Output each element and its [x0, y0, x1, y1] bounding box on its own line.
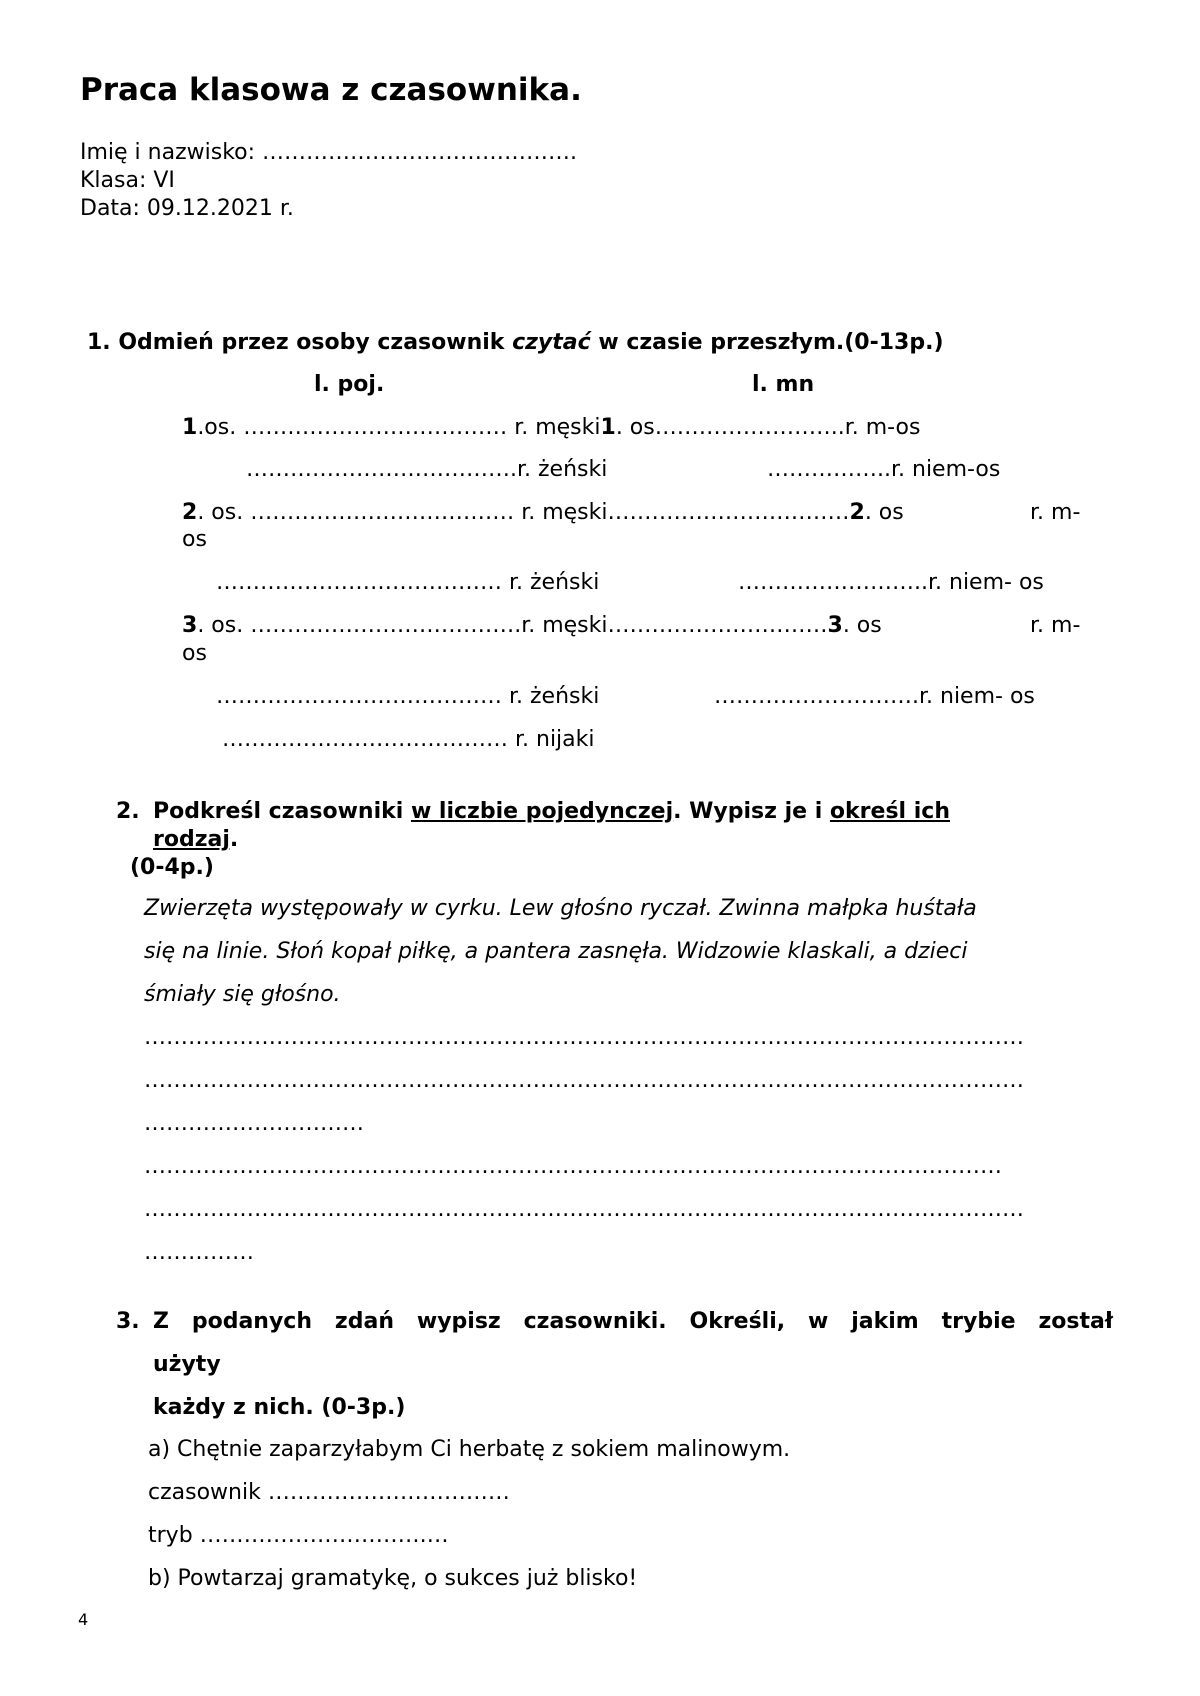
- conj-row-3d: os: [182, 527, 207, 552]
- row-num: 1: [600, 415, 616, 440]
- row-num: 3: [827, 613, 843, 638]
- task3-verb-field[interactable]: czasownik ……………………………: [148, 1480, 510, 1505]
- conj-row-2b[interactable]: ……………..r. niem-os: [767, 457, 1001, 482]
- row-num: 3: [182, 613, 198, 638]
- task1-text-b: w czasie przeszłym.(0-13p.): [590, 330, 944, 355]
- row-text: . os: [864, 500, 904, 525]
- conj-row-2a[interactable]: ……………………………….r. żeński: [246, 457, 608, 482]
- row-text: . os. ……………………………….r. męski…………………………: [197, 613, 828, 638]
- row-text: .os. ……………………………… r. męski: [197, 415, 601, 440]
- task2-paragraph-3: śmiały się głośno.: [144, 982, 341, 1007]
- conj-row-3c: r. m-: [1030, 500, 1081, 525]
- task1-text-a: Odmień przez osoby czasownik: [118, 330, 513, 355]
- task2-text: . Wypisz je i: [673, 799, 830, 824]
- task2-points: (0-4p.): [130, 855, 214, 880]
- conj-row-6b[interactable]: ……………………….r. niem- os: [714, 684, 1035, 709]
- answer-line[interactable]: …………………………………………………………………………………………………………: [144, 1197, 1024, 1222]
- answer-line[interactable]: …………………………: [144, 1111, 364, 1136]
- task2-paragraph-2: się na linie. Słoń kopał piłkę, a pantera zasnęła. Widzowie klaskali, a dzieci: [144, 939, 968, 964]
- conj-row-6a[interactable]: ………………………………… r. żeński: [216, 684, 600, 709]
- row-text: . os. ……………………………… r. męski……………………………: [197, 500, 850, 525]
- task3-sentence-b: b) Powtarzaj gramatykę, o sukces już blisko!: [148, 1566, 638, 1591]
- conj-row-5c: r. m-: [1030, 613, 1081, 638]
- answer-line[interactable]: …………………………………………………………………………………………………………: [144, 1068, 1024, 1093]
- name-field[interactable]: Imię i nazwisko: …………………………………….: [80, 140, 578, 165]
- conj-row-5[interactable]: [182, 613, 882, 638]
- conj-row-4b[interactable]: ……………………..r. niem- os: [738, 570, 1044, 595]
- task3-mood-field[interactable]: tryb ………………………….…: [148, 1523, 449, 1548]
- task2-number: 2.: [116, 799, 140, 824]
- row-num: 1: [182, 415, 198, 440]
- task2-heading: [153, 799, 950, 824]
- task1-heading: [87, 330, 944, 355]
- row-text: . os……………………..r. m-os: [615, 415, 921, 440]
- col-plural: l. mn: [752, 372, 815, 397]
- conj-row-5d: os: [182, 641, 207, 666]
- page-number: 4: [78, 1610, 89, 1629]
- row-num: 2: [849, 500, 865, 525]
- task2-paragraph-1: Zwierzęta występowały w cyrku. Lew głośno ryczał. Zwinna małpka huśtała: [144, 896, 977, 921]
- task2-underlined: określ ich: [829, 799, 950, 824]
- task1-verb: czytać: [512, 330, 591, 355]
- row-num: 2: [182, 500, 198, 525]
- class-line: Klasa: VI: [80, 168, 175, 193]
- date-line: Data: 09.12.2021 r.: [80, 196, 294, 221]
- answer-line[interactable]: ………………………………………………………………………………………………………: [144, 1154, 1002, 1179]
- task3-heading-2: użyty: [153, 1352, 221, 1377]
- task1-number: 1.: [87, 330, 111, 355]
- task3-heading-3: każdy z nich. (0-3p.): [153, 1395, 406, 1420]
- conj-row-4a[interactable]: ………………………………… r. żeński: [216, 570, 600, 595]
- col-singular: l. poj.: [314, 372, 385, 397]
- task3-number: 3.: [116, 1309, 140, 1334]
- row-text: . os: [842, 613, 882, 638]
- task2-text: .: [229, 827, 239, 852]
- answer-line[interactable]: …………………………………………………………………………………………………………: [144, 1025, 1024, 1050]
- task3-sentence-a: a) Chętnie zaparzyłabym Ci herbatę z sokiem malinowym.: [148, 1437, 791, 1462]
- task2-underlined: rodzaj: [153, 827, 230, 852]
- page-title: Praca klasowa z czasownika.: [80, 72, 582, 108]
- conj-row-1[interactable]: [182, 415, 920, 440]
- conj-row-7[interactable]: ………………………………… r. nijaki: [222, 727, 595, 752]
- task2-text: Podkreśl czasowniki: [153, 799, 411, 824]
- conj-row-3[interactable]: [182, 500, 904, 525]
- task3-heading: Z podanych zdań wypisz czasowniki. Określi, w jakim trybie został: [153, 1309, 1113, 1334]
- answer-line[interactable]: ……………: [144, 1240, 254, 1265]
- task2-underlined: w liczbie pojedynczej: [410, 799, 674, 824]
- task2-heading-2: [153, 827, 238, 852]
